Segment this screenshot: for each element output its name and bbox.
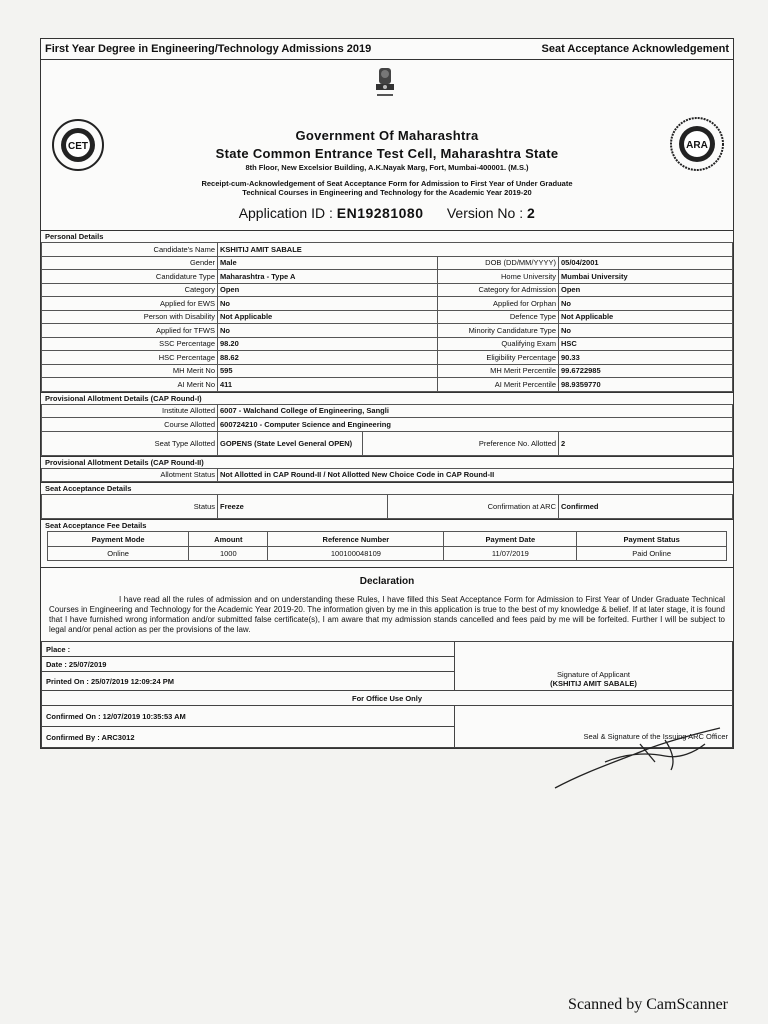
cap-round-1-table <box>41 404 733 456</box>
table-row: Status Freeze Confirmation at ARC Confirmed <box>42 495 733 519</box>
table-row: Seat Type Allotted GOPENS (State Level General OPEN) Preference No. Allotted 2 <box>42 431 733 455</box>
application-id-line: Application ID : EN19281080 Version No : 2 <box>238 205 536 221</box>
confirmation-status: Confirmed <box>559 495 733 519</box>
seat-acceptance-heading: Seat Acceptance Details <box>41 482 733 494</box>
fee-details-heading: Seat Acceptance Fee Details <box>41 519 733 531</box>
candidate-name: KSHITIJ AMIT SABALE <box>218 243 733 257</box>
receipt-caption: Receipt-cum-Acknowledgement of Seat Acceptance Form for Admission to First Year of Under Graduate Technical Courses in Engineering and Technology for the Academic Year 2019-20 <box>201 179 573 197</box>
table-row: Allotment Status Not Allotted in CAP Round-II / Not Allotted New Choice Code in CAP Round-II <box>42 468 733 482</box>
officer-signature-icon <box>545 722 735 792</box>
document-header <box>41 60 733 221</box>
national-emblem-icon <box>371 66 399 106</box>
table-row: Candidature Type Maharashtra - Type A Home University Mumbai University <box>42 270 733 284</box>
svg-text:ARA: ARA <box>686 140 708 151</box>
government-heading: Government Of Maharashtra <box>295 128 479 143</box>
table-row: HSC Percentage 88.62 Eligibility Percentage 90.33 <box>42 351 733 365</box>
acknowledgement-sheet <box>40 38 734 749</box>
acceptance-status: Freeze <box>218 495 388 519</box>
cap-round-2-heading: Provisional Allotment Details (CAP Round-II) <box>41 456 733 468</box>
table-row: Applied for EWS No Applied for Orphan No <box>42 297 733 311</box>
cap-round-1-heading: Provisional Allotment Details (CAP Round-I) <box>41 392 733 404</box>
fee-details-table <box>47 531 727 561</box>
version-number: 2 <box>527 205 536 221</box>
table-row: Online 1000 100100048109 11/07/2019 Paid Online <box>48 547 727 561</box>
date-field: Date : 25/07/2019 <box>42 657 455 672</box>
table-row: AI Merit No 411 AI Merit Percentile 98.9359770 <box>42 378 733 392</box>
personal-details-heading: Personal Details <box>41 230 733 242</box>
place-field: Place : <box>42 642 455 657</box>
applicant-signature-box: Signature of Applicant (KSHITIJ AMIT SABALE) <box>455 642 733 691</box>
application-id: EN19281080 <box>336 205 424 221</box>
personal-details-table <box>41 242 733 392</box>
table-row: Applied for TFWS No Minority Candidature Type No <box>42 324 733 338</box>
table-row: Category Open Category for Admission Open <box>42 283 733 297</box>
office-address: 8th Floor, New Excelsior Building, A.K.Nayak Marg, Fort, Mumbai-400001. (M.S.) <box>245 163 529 172</box>
declaration-text: I have read all the rules of admission and on understanding these Rules, I have filled this Seat Acceptance Form for Admission to First Year of Under Graduate Technical Courses in Engineering and Technology for the Academic Year 2019-20. The information given by me in this application is true to the best of my knowledge & belief. If at later stage, it is found that I have furnished wrong information and/or submitted false certificate(s), I am aware that my admission stands cancelled and fees paid by me will be forfeited. Further I will be subject to legal and/or penal action as per the provisions of the law. <box>49 595 725 634</box>
scanner-watermark: Scanned by CamScanner <box>568 996 728 1013</box>
table-row: Institute Allotted 6007 - Walchand College of Engineering, Sangli <box>42 404 733 418</box>
table-row: Gender Male DOB (DD/MM/YYYY) 05/04/2001 <box>42 256 733 270</box>
table-row: MH Merit No 595 MH Merit Percentile 99.6722985 <box>42 364 733 378</box>
seat-acceptance-table <box>41 494 733 519</box>
table-row <box>42 642 733 657</box>
fee-header-row: Payment Mode Amount Reference Number Payment Date Payment Status <box>48 532 727 547</box>
cet-cell-heading: State Common Entrance Test Cell, Maharashtra State <box>215 146 559 161</box>
svg-text:CET: CET <box>68 141 88 152</box>
confirmed-by-field: Confirmed By : ARC3012 <box>42 727 455 748</box>
officer-signature-box: Seal & Signature of the Issuing ARC Officer <box>455 706 733 748</box>
table-row: Course Allotted 600724210 - Computer Science and Engineering <box>42 418 733 432</box>
table-row: Person with Disability Not Applicable Defence Type Not Applicable <box>42 310 733 324</box>
table-row: Candidate's Name KSHITIJ AMIT SABALE <box>42 243 733 257</box>
title-bar <box>41 39 733 60</box>
office-use-heading: For Office Use Only <box>42 691 733 706</box>
admission-title: First Year Degree in Engineering/Technology Admissions 2019 <box>45 43 372 55</box>
table-row: SSC Percentage 98.20 Qualifying Exam HSC <box>42 337 733 351</box>
acknowledgement-title: Seat Acceptance Acknowledgement <box>541 43 729 55</box>
cap-round-2-table <box>41 468 733 483</box>
declaration-title: Declaration <box>359 576 415 587</box>
confirmed-on-field: Confirmed On : 12/07/2019 10:35:53 AM <box>42 706 455 727</box>
table-row <box>42 691 733 706</box>
printed-on-field: Printed On : 25/07/2019 12:09:24 PM <box>42 672 455 691</box>
